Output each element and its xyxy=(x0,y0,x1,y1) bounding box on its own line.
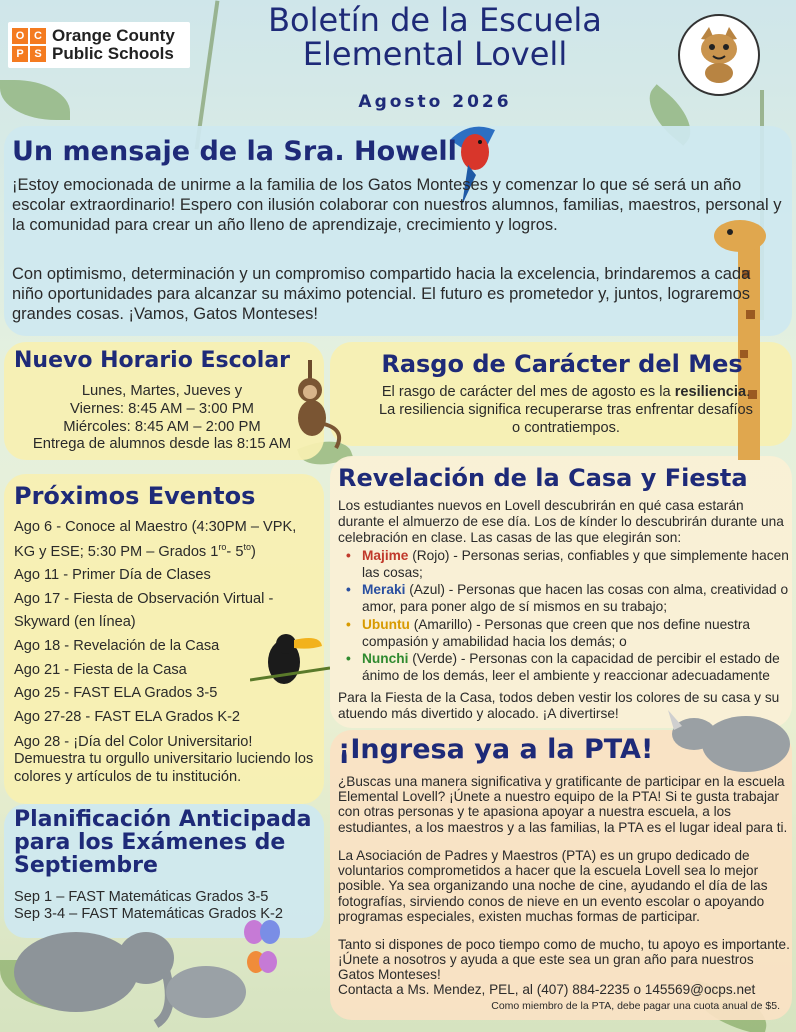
trait-text xyxy=(376,384,756,437)
pta-fee-note: Como miembro de la PTA, debe pagar una cuota anual de $5. xyxy=(491,1000,780,1012)
ocps-logo xyxy=(8,22,190,68)
trait-text-after: . La resiliencia significa recuperarse tras enfrentar desafíos o contratiempos. xyxy=(379,384,753,436)
event-item: Ago 28 - ¡Día del Color Universitario! Demuestra tu orgullo universitario luciendo los colores y artículos de tu institución. xyxy=(14,733,314,786)
house-heading: Revelación de la Casa y Fiesta xyxy=(338,464,748,492)
house-color: (Verde) xyxy=(412,651,458,667)
house-item xyxy=(342,651,792,684)
event-text: ) xyxy=(250,543,256,560)
event-sup: to xyxy=(243,541,251,552)
logo-letter: S xyxy=(30,46,46,62)
wildcat-mascot-icon xyxy=(678,14,760,96)
pta-heading: ¡Ingresa ya a la PTA! xyxy=(338,734,654,765)
pta-paragraph-1: ¿Buscas una manera significativa y gratificante de participar en la escuela Elemental Lovell? ¡Únete a nuestro equipo de la PTA! Si te gusta trabajar con otras personas y te apasiona apoyar a nuestra escuela, a los estudiantes, a los maestros y a las familias, la PTA es el lugar ideal para ti. xyxy=(338,774,788,835)
newsletter-title xyxy=(200,1,670,73)
logo-letter: P xyxy=(12,46,28,62)
house-desc: - Personas que creen que nos define nuestra compasión y amabilidad hacia los demás; o xyxy=(362,616,750,649)
event-item: Ago 17 - Fiesta de Observación Virtual - Skyward (en línea) xyxy=(14,590,274,631)
schedule-line: Miércoles: 8:45 AM – 2:00 PM xyxy=(63,418,261,435)
event-text: - 5 xyxy=(226,543,244,560)
logo-line-2: Public Schools xyxy=(52,44,174,63)
schedule-text xyxy=(6,383,318,454)
house-desc: - Personas que hacen las cosas con alma, creatividad o amor, para poner algo de sí mismos en su trabajo; xyxy=(362,582,789,615)
message-heading: Un mensaje de la Sra. Howell xyxy=(12,136,457,167)
house-name: Nunchi xyxy=(362,651,409,667)
house-outro: Para la Fiesta de la Casa, todos deben vestir los colores de su casa y su atuendo más divertido y alocado. ¡A divertirse! xyxy=(338,690,780,721)
event-item: Ago 25 - FAST ELA Grados 3-5 xyxy=(14,685,218,702)
trait-heading: Rasgo de Carácter del Mes xyxy=(381,350,743,378)
schedule-line: Lunes, Martes, Jueves y xyxy=(81,383,243,399)
house-color: (Rojo) xyxy=(412,548,450,563)
logo-line-1: Orange County xyxy=(52,26,175,46)
message-paragraph-1: ¡Estoy emocionada de unirme a la familia de los Gatos Monteses y comenzar lo que sé será un año escolar extraordinario! Espero con ilusión colaborar con nuestros alumnos, familias, maestros, personal y la comunidad para crear un año lleno de aprendizaje, crecimiento y logros. xyxy=(12,176,782,235)
house-item xyxy=(342,617,792,650)
house-color: (Amarillo) xyxy=(413,616,473,632)
house-color: (Azul) xyxy=(409,582,445,598)
event-text: Ago 6 - Conoce al Maestro (4:30PM – VPK, KG y ESE; 5:30 PM – Grados 1 xyxy=(14,519,297,560)
newsletter-date: Agosto 2026 xyxy=(358,92,512,112)
message-paragraph-2: Con optimismo, determinación y un compromiso compartido hacia la excelencia, brindaremos a cada niño oportunidades para alcanzar su máximo potencial. El futuro es prometedor y, juntos, lograremos grandes cosas. ¡Vamos, Gatos Monteses! xyxy=(12,265,751,324)
event-item: Ago 18 - Revelación de la Casa xyxy=(14,638,220,655)
title-line-2: Elemental Lovell xyxy=(302,34,568,73)
logo-wordmark xyxy=(52,27,175,63)
planning-list xyxy=(14,889,283,923)
butterfly-icon xyxy=(242,918,282,978)
house-name: Ubuntu xyxy=(362,616,410,632)
pta-paragraph-2: La Asociación de Padres y Maestros (PTA) es un grupo dedicado de voluntarios comprometidos a hacer que la escuela Lovell sea lo mejor posible. Ya sea organizando una noche de cine, ayudando el día de las fotografías, sirviendo conos de nieve en un evento escolar o apoyando programas especiales, existen muchas formas de participar. xyxy=(338,848,768,924)
schedule-heading: Nuevo Horario Escolar xyxy=(14,348,291,373)
planning-item: Sep 3-4 – FAST Matemáticas Grados K-2 xyxy=(14,905,284,922)
house-desc: - Personas con la capacidad de percibir el estado de ánimo de los demás, leer el ambiente y reaccionar adecuadamente xyxy=(362,651,780,683)
house-name: Meraki xyxy=(362,582,406,598)
event-item: Ago 27-28 - FAST ELA Grados K-2 xyxy=(14,708,241,725)
house-list xyxy=(342,548,792,686)
house-name: Majime xyxy=(362,548,409,563)
planning-item: Sep 1 – FAST Matemáticas Grados 3-5 xyxy=(14,889,269,905)
pta-contact: Contacta a Ms. Mendez, PEL, al (407) 884-2235 o 145569@ocps.net xyxy=(338,982,756,997)
house-item xyxy=(342,548,792,581)
title-line-1: Boletín de la Escuela xyxy=(268,1,602,39)
house-intro: Los estudiantes nuevos en Lovell descubrirán en qué casa estarán durante el almuerzo de ese día. Los de kínder lo descubrirán durante una celebración en clase. Las casas de las que elegirán son: xyxy=(338,498,784,545)
logo-mark xyxy=(12,28,46,62)
trait-highlight: resiliencia xyxy=(674,384,747,400)
event-item: Ago 21 - Fiesta de la Casa xyxy=(14,661,187,678)
schedule-line: Entrega de alumnos desde las 8:15 AM xyxy=(32,436,292,453)
event-sup: ro xyxy=(218,541,227,552)
house-item xyxy=(342,582,792,615)
elephant-icon xyxy=(6,912,256,1030)
house-desc: - Personas serias, confiables y que simplemente hacen las cosas; xyxy=(362,548,789,580)
events-list xyxy=(14,516,314,787)
event-item: Ago 11 - Primer Día de Clases xyxy=(14,567,211,584)
event-item xyxy=(14,516,314,564)
logo-letter: C xyxy=(30,28,46,44)
pta-paragraph-3: Tanto si dispones de poco tiempo como de mucho, tu apoyo es importante. ¡Únete a nosotros y ayuda a que este sea un gran año para nuestros Gatos Monteses! xyxy=(338,937,790,983)
events-heading: Próximos Eventos xyxy=(14,482,256,510)
logo-letter: O xyxy=(12,28,28,44)
trait-text-before: El rasgo de carácter del mes de agosto es la xyxy=(381,384,675,400)
planning-heading: Planificación Anticipada para los Exámenes de Septiembre xyxy=(14,807,312,879)
schedule-line: Viernes: 8:45 AM – 3:00 PM xyxy=(70,400,254,417)
